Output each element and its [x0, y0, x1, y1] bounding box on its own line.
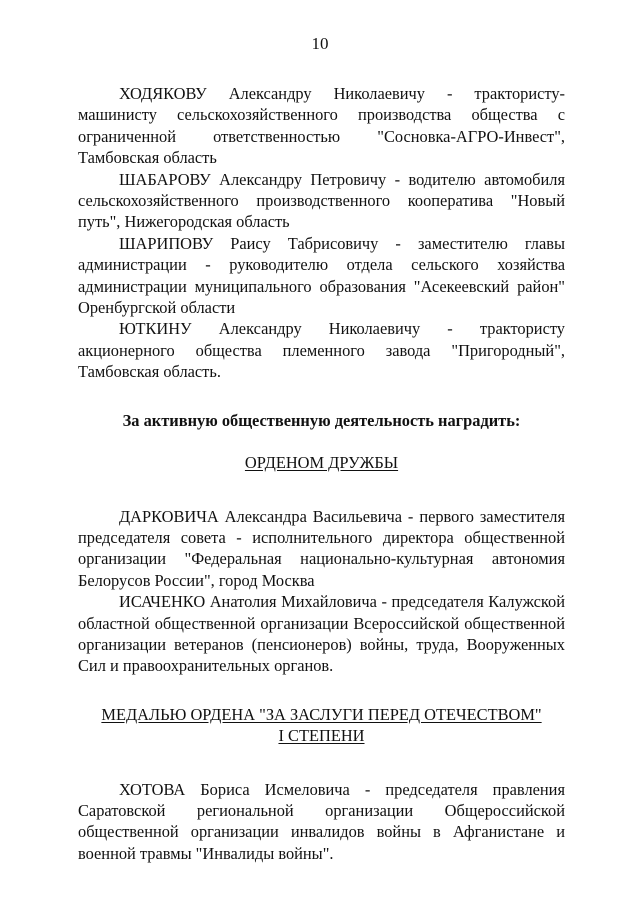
- spacer: [78, 677, 565, 704]
- spacer: [78, 474, 565, 506]
- award-title-medal-line2: I СТЕПЕНИ: [278, 726, 365, 746]
- document-body: [78, 83, 565, 864]
- award-recipient-paragraph: ШАБАРОВУ Александру Петровичу - водителю автомобиля сельскохозяйственного производственного кооператива "Новый путь", Нижегородская область: [78, 169, 565, 232]
- page-number: 10: [311, 34, 329, 53]
- spacer: [78, 747, 565, 779]
- award-recipient-paragraph: ХОДЯКОВУ Александру Николаевичу - трактористу-машинисту сельскохозяйственного производства общества с ограниченной ответственностью "Сосновка-АГРО-Инвест", Тамбовская область: [78, 84, 565, 168]
- award-recipient-paragraph: ИСАЧЕНКО Анатолия Михайловича - председателя Калужской областной общественной организации Всероссийской общественной организации ветеранов (пенсионеров) войны, труда, Вооруженных Сил и правоохранительных органов.: [78, 592, 565, 676]
- award-title-medal-line1: МЕДАЛЬЮ ОРДЕНА "ЗА ЗАСЛУГИ ПЕРЕД ОТЕЧЕСТВОМ": [101, 704, 542, 724]
- award-recipient-paragraph: ХОТОВА Бориса Исмеловича - председателя правления Саратовской региональной организации Общероссийской общественной организации инвалидов войны в Афганистане и военной травмы "Инвалиды войны".: [78, 779, 565, 863]
- award-recipient-paragraph: ЮТКИНУ Александру Николаевичу - трактористу акционерного общества племенного завода "Пригородный", Тамбовская область.: [78, 319, 565, 382]
- award-title-order-of-friendship: ОРДЕНОМ ДРУЖБЫ: [244, 453, 399, 473]
- award-recipient-paragraph: ДАРКОВИЧА Александра Васильевича - первого заместителя председателя совета - исполнительного директора общественной организации "Федеральная национально-культурная автономия Белорусов России", город Москва: [78, 506, 565, 590]
- award-recipient-paragraph: ШАРИПОВУ Раису Табрисовичу - заместителю главы администрации - руководителю отдела сельского хозяйства администрации муниципального образования "Асекеевский район" Оренбургской области: [78, 233, 565, 318]
- section-heading: За активную общественную деятельность наградить:: [122, 410, 521, 430]
